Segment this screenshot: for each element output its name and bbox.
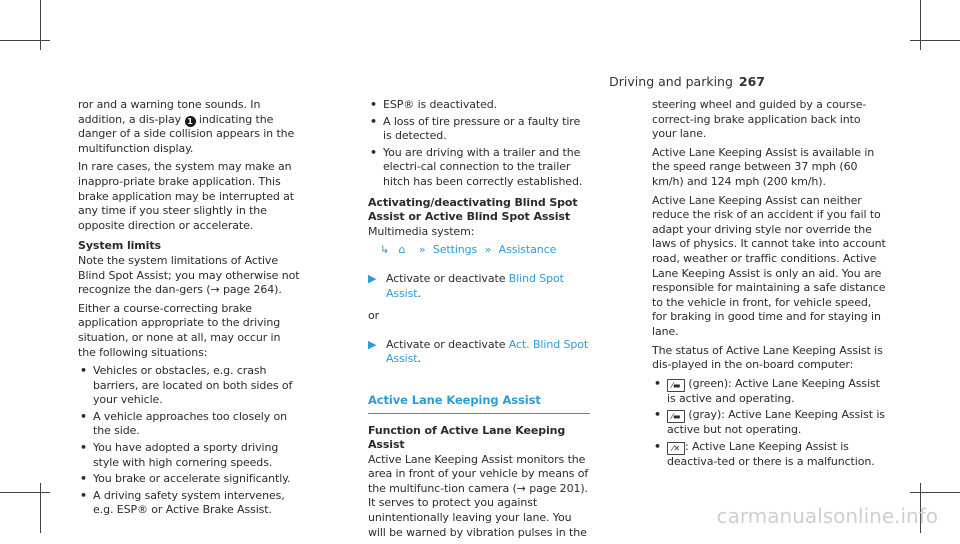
path-assistance[interactable]: Assistance <box>498 243 557 257</box>
step-arrow-icon: ▶ <box>368 271 377 285</box>
or-text: or <box>368 309 380 323</box>
list-item: • ⁄▬ (gray): Active Lane Keeping Assist is active but not operating. <box>652 408 888 438</box>
running-header <box>609 74 765 89</box>
list-item: • Vehicles or obstacles, e.g. crash barriers, are located on both sides of your vehicle. <box>78 364 300 408</box>
list-item: • ESP® is deactivated. <box>368 98 590 113</box>
heading-function: Function of Active Lane Keeping Assist <box>368 423 566 452</box>
act-blind-spot-assist-link[interactable]: Act. Blind Spot Assist <box>386 337 589 366</box>
paragraph: The status of Active Lane Keeping Assist is dis-played in the on-board computer: <box>652 343 883 372</box>
list-item: • ⁄▬ (green): Active Lane Keeping Assist is active and operating. <box>652 377 888 407</box>
column-1 <box>78 98 300 522</box>
heading-system-limits: System limits <box>78 239 161 253</box>
crop-mark <box>0 492 50 493</box>
paragraph: Active Lane Keeping Assist is available in the speed range between 37 mph (60 km/h) and 124 mph (200 km/h). <box>652 145 875 188</box>
lane-keeping-green-icon: ⁄▬ <box>667 379 685 392</box>
heading-activating: Activating/deactivating Blind Spot Assist or Active Blind Spot Assist <box>368 195 578 224</box>
bullet-list <box>368 98 590 190</box>
paragraph: ror and a warning tone sounds. In addition, a dis-play 1 indicating the danger of a side collision appears in the multifunction display. <box>78 98 295 155</box>
paragraph: Active Lane Keeping Assist can neither reduce the risk of an accident if you fail to adapt your driving style nor override the laws of physics. It cannot take into account road, weather or traffic conditions. Active Lane Keeping Assist is only an aid. You are responsible for maintaining a safe distance to the vehicle in front, for vehicle speed, for braking in good time and for staying in lane. <box>652 193 886 338</box>
section-title: Active Lane Keeping Assist <box>368 393 590 414</box>
paragraph: In rare cases, the system may make an inappro-priate brake application. This brake application may be interrupted at any time if you steer slightly in the opposite direction or accelerate. <box>78 160 294 232</box>
lane-keeping-gray-icon: ⁄▬ <box>667 410 685 423</box>
crop-mark <box>920 0 921 50</box>
paragraph: Active Lane Keeping Assist monitors the area in front of your vehicle by means of the multifunc-tion camera (→ page 201). It serves to protect you against unintentionally leaving your lane. You will be warned by vibration pulses in the <box>368 452 589 539</box>
crop-mark <box>40 0 41 50</box>
list-item: • A vehicle approaches too closely on the side. <box>78 410 300 439</box>
paragraph: Note the system limitations of Active Blind Spot Assist; you may otherwise not recognize the dan-gers (→ page 264). <box>78 253 300 297</box>
path-settings[interactable]: Settings <box>432 243 478 257</box>
bullet-list <box>652 377 888 470</box>
bullet-list <box>78 364 300 518</box>
paragraph: Multimedia system: <box>368 224 475 238</box>
page-number: 267 <box>738 74 765 89</box>
lane-keeping-off-icon: ⁄✕ <box>667 442 685 455</box>
list-item: • You are driving with a trailer and the electri-cal connection to the trailer hitch has been correctly established. <box>368 146 590 190</box>
header-title: Driving and parking <box>609 74 733 89</box>
list-item: • A driving safety system intervenes, e.g. ESP® or Active Brake Assist. <box>78 489 300 518</box>
crop-mark <box>0 40 50 41</box>
paragraph: steering wheel and guided by a course-correct-ing brake application back into your lane. <box>652 98 867 141</box>
home-icon: ⌂ <box>398 243 406 257</box>
chevron-icon: » <box>418 243 426 257</box>
list-item: • You brake or accelerate significantly. <box>78 472 300 487</box>
instruction-step: ▶ Activate or deactivate Act. Blind Spot Assist. <box>368 337 589 366</box>
step-arrow-icon: ▶ <box>368 337 377 351</box>
column-2 <box>368 98 590 544</box>
blind-spot-assist-link[interactable]: Blind Spot Assist <box>386 271 564 300</box>
paragraph: Either a course-correcting brake application appropriate to the driving situation, or none at all, may occur in the following situations: <box>78 301 281 359</box>
return-arrow-icon: ↳ <box>380 243 390 257</box>
crop-mark <box>910 492 960 493</box>
list-item: • ⁄✕ : Active Lane Keeping Assist is deactiva-ted or there is a malfunction. <box>652 440 888 470</box>
list-item: • A loss of tire pressure or a faulty tire is detected. <box>368 115 590 144</box>
crop-mark <box>910 40 960 41</box>
instruction-step: ▶ Activate or deactivate Blind Spot Assist. <box>368 271 564 300</box>
menu-path <box>368 243 590 258</box>
column-3 <box>652 98 888 473</box>
list-item: • You have adopted a sporty driving style with high cornering speeds. <box>78 441 300 470</box>
crop-mark <box>40 483 41 533</box>
watermark: carmanualsonline.info <box>716 504 938 528</box>
info-badge-icon: 1 <box>185 116 196 127</box>
chevron-icon: » <box>484 243 492 257</box>
